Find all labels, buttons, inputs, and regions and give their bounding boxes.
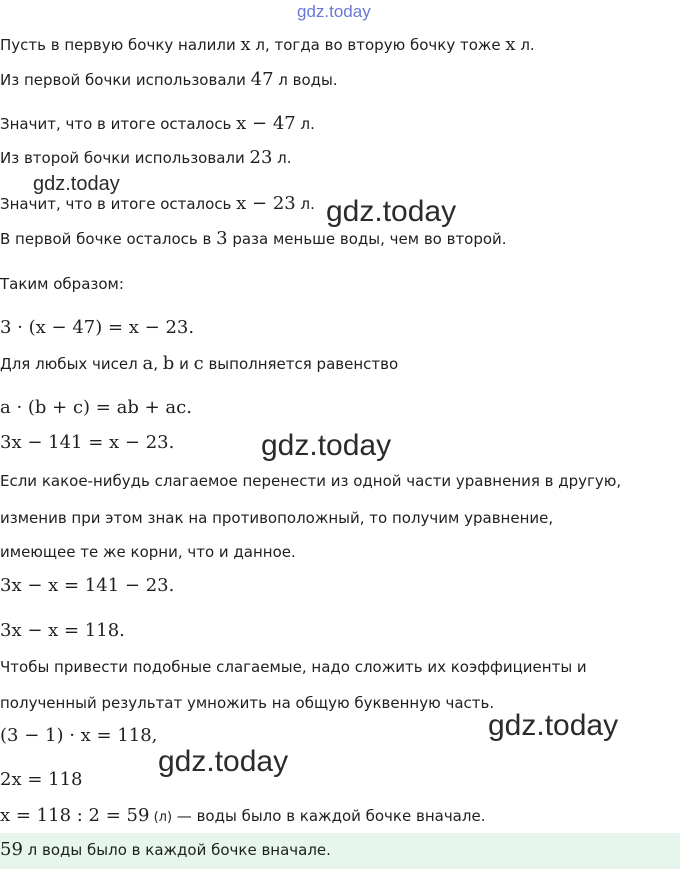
watermark-big: gdz.today	[158, 745, 289, 778]
text-line-21	[0, 805, 485, 829]
text-fragment: полученный результат умножить на общую буквенную часть.	[0, 694, 495, 712]
watermark-big: gdz.today	[488, 709, 619, 742]
math-equation: 3x − 141 = x − 23.	[0, 432, 175, 453]
math-equation: 3x − x = 141 − 23.	[0, 575, 175, 596]
equation-line-15	[0, 575, 174, 597]
text-fragment: л.	[295, 115, 315, 133]
text-fragment: л воды.	[273, 71, 338, 89]
unit-label: (л)	[149, 810, 173, 825]
text-fragment: л.	[515, 36, 535, 54]
math-equation: 3 · (x − 47) = x − 23.	[0, 317, 195, 338]
math-var: x	[240, 34, 251, 55]
equation-line-16	[0, 620, 125, 642]
text-line-7	[0, 273, 124, 295]
text-fragment: Таким образом:	[0, 275, 124, 293]
math-var: x	[505, 34, 516, 55]
equation-line-10	[0, 397, 192, 419]
math-number: 47	[250, 69, 274, 90]
answer-line	[0, 839, 331, 861]
math-equation: 3x − x = 118.	[0, 620, 125, 641]
math-equation: (3 − 1) · x = 118,	[0, 725, 158, 746]
text-line-13	[0, 507, 553, 529]
math-equation: 2x = 118	[0, 769, 83, 790]
text-fragment: Значит, что в итоге осталось	[0, 195, 237, 213]
text-fragment: Чтобы привести подобные слагаемые, надо сложить их коэффициенты и	[0, 658, 587, 676]
text-fragment: Значит, что в итоге осталось	[0, 115, 237, 133]
text-fragment: Для любых чисел	[0, 355, 143, 373]
text-fragment: Пусть в первую бочку налили	[0, 36, 241, 54]
text-line-6	[0, 228, 507, 250]
equation-line-19	[0, 725, 157, 747]
text-fragment: выполняется равенство	[203, 355, 399, 373]
text-line-18	[0, 692, 494, 714]
text-fragment: ,	[153, 355, 163, 373]
text-fragment: Если какое-нибудь слагаемое перенести из одной части уравнения в другую,	[0, 472, 622, 490]
watermark-top: gdz.today	[297, 2, 371, 21]
text-fragment: л.	[295, 195, 315, 213]
text-line-4	[0, 147, 292, 169]
watermark-big: gdz.today	[261, 429, 392, 462]
text-fragment: Из второй бочки использовали	[0, 149, 250, 167]
equation-line-11	[0, 432, 174, 454]
math-expression: x − 23	[236, 193, 296, 214]
text-fragment: л, тогда во вторую бочку тоже	[250, 36, 506, 54]
text-line-14	[0, 541, 296, 563]
math-equation: a · (b + c) = ab + ac.	[0, 397, 192, 418]
math-expression: x − 47	[236, 113, 296, 134]
text-fragment: Из первой бочки использовали	[0, 71, 251, 89]
text-fragment: л.	[272, 149, 292, 167]
watermark-small: gdz.today	[33, 173, 120, 195]
text-fragment: раза меньше воды, чем во второй.	[227, 230, 507, 248]
text-line-1	[0, 34, 535, 56]
answer-box	[0, 833, 680, 869]
math-equation: x = 118 : 2 = 59	[0, 805, 150, 826]
text-line-12	[0, 470, 621, 492]
text-fragment: имеющее те же корни, что и данное.	[0, 543, 296, 561]
equation-line-20	[0, 769, 83, 791]
text-line-17	[0, 656, 587, 678]
text-fragment: л воды было в каждой бочке вначале.	[22, 841, 331, 859]
text-line-3	[0, 113, 315, 135]
watermark-big: gdz.today	[326, 195, 457, 228]
equation-line-8	[0, 317, 194, 339]
text-line-9	[0, 353, 398, 375]
math-var: b	[162, 353, 175, 374]
math-number: 3	[216, 228, 228, 249]
text-fragment: — воды было в каждой бочке вначале.	[172, 807, 486, 825]
math-var: a	[142, 353, 154, 374]
math-number: 59	[0, 839, 23, 860]
text-line-5	[0, 193, 315, 215]
math-var: c	[193, 353, 204, 374]
math-number: 23	[249, 147, 273, 168]
text-fragment: изменив при этом знак на противоположный, то получим уравнение,	[0, 509, 554, 527]
text-fragment: В первой бочке осталось в	[0, 230, 217, 248]
text-fragment: и	[174, 355, 194, 373]
text-line-2	[0, 69, 338, 91]
